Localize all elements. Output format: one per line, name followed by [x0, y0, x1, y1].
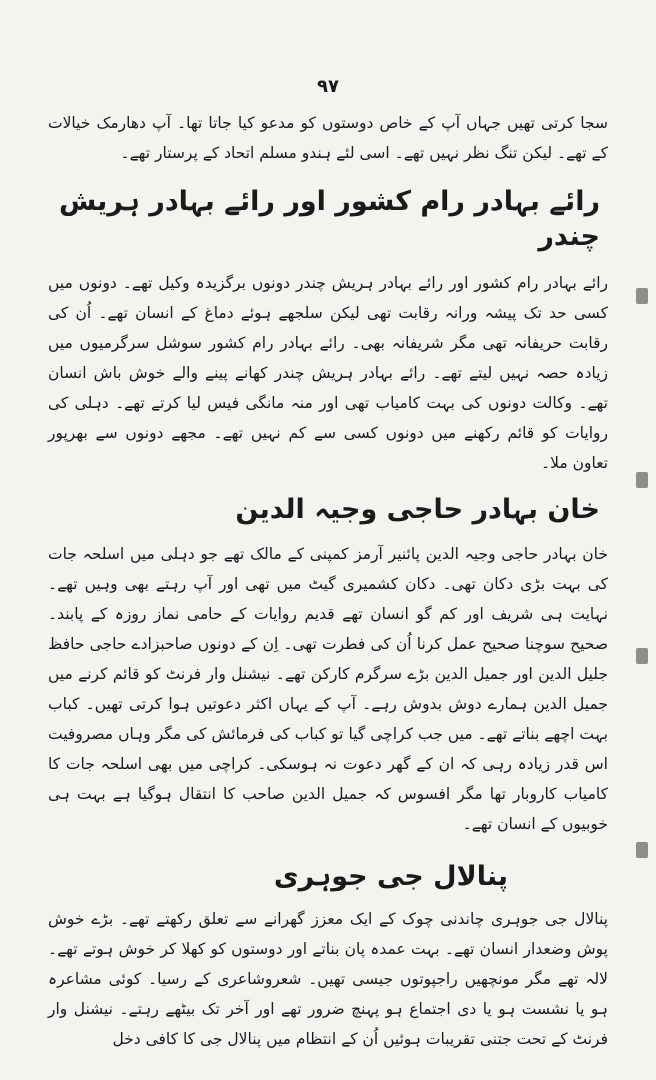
section-heading-wajihuddin: خان بہادر حاجی وجیہ الدین — [235, 494, 600, 526]
section-heading-panna-lal: پنالال جی جوہری — [273, 861, 508, 893]
paragraph-wajihuddin: خان بہادر حاجی وجیہ الدین پائنیر آرمز کمپنی کے مالک تھے جو دہلی میں اسلحہ جات کی بہت بڑی دکان تھی۔ دکان کشمیری گیٹ میں تھی اور آپ رہتے بھی وہیں تھے۔ نہایت ہی شریف اور کم گو انسان تھے قدیم روایات کے حامی نماز روزہ کے پابند۔ صحیح سوچنا صحیح عمل کرنا اُن کی فطرت تھی۔ اِن کے دونوں صاحبزادے حاجی حافظ جلیل الدین اور جمیل الدین بڑے سرگرم کارکن تھے۔ نیشنل وار فرنٹ کو قائم کرنے میں جمیل الدین ہمارے دوش بدوش رہے۔ آپ کے یہاں اکثر دعوتیں ہوا کرتی تھیں۔ کباب بہت اچھے بناتے تھے۔ میں جب کراچی گیا تو کباب کی فرمائش کی مگر وہاں مصروفیت اس قدر زیادہ رہی کہ ان کے گھر دعوت نہ ہوسکی۔ کراچی میں بھی اسلحہ جات کا کامیاب کاروبار تھا مگر افسوس کہ جمیل الدین صاحب کا انتقال ہوگیا ہے بہت ہی خوبیوں کے انسان تھے۔ — [48, 545, 608, 834]
intro-paragraph: سجا کرتی تھیں جہاں آپ کے خاص دوستوں کو مدعو کیا جاتا تھا۔ آپ دھارمک خیالات کے تھے۔ لیکن تنگ نظر نہیں تھے۔ اسی لئے ہندو مسلم اتحاد کے پرستار تھے۔ — [48, 114, 608, 162]
page-number: ۹۷ — [317, 76, 339, 97]
section-heading-ram-kishore-harish-chander: رائے بہادر رام کشور اور رائے بہادر ہریش چندر — [58, 186, 600, 253]
binding-hole-mark — [636, 648, 648, 664]
paragraph-ram-kishore-harish-chander: رائے بہادر رام کشور اور رائے بہادر ہریش چندر دونوں برگزیدہ وکیل تھے۔ دونوں میں کسی حد تک پیشہ ورانہ رقابت تھی لیکن سلجھے ہوئے دماغ کے انسان تھے۔ اُن کی رقابت حریفانہ تھی مگر شریفانہ بھی۔ رائے بہادر رام کشور سوشل سرگرمیوں میں زیادہ حصہ نہیں لیتے تھے۔ رائے بہادر ہریش چندر کھانے پینے والے خوش باش انسان تھے۔ وکالت دونوں کی بہت کامیاب تھی اور منہ مانگی فیس لیا کرتے تھے۔ دہلی کی روایات کو قائم رکھنے میں دونوں کسی سے کم نہیں تھے۔ مجھے دونوں سے بھرپور تعاون ملا۔ — [48, 274, 608, 473]
binding-hole-mark — [636, 472, 648, 488]
binding-hole-mark — [636, 842, 648, 858]
paragraph-panna-lal: پنالال جی جوہری چاندنی چوک کے ایک معزز گھرانے سے تعلق رکھتے تھے۔ بڑے خوش پوش وضعدار انسان تھے۔ بہت عمدہ پان بناتے اور دوستوں کو کھلا کر خوش ہوتے تھے۔ لالہ تھے مگر مونچھیں راجپوتوں جیسی تھیں۔ شعروشاعری کے رسیا۔ کوئی مشاعرہ ہو یا نشست ہو یا دی اجتماع ہو پہنچ ضرور تھے اور آخر تک بیٹھے رہتے۔ نیشنل وار فرنٹ کے تحت جتنی تقریبات ہوئیں اُن کے انتظام میں پنالال جی کا کافی دخل — [48, 910, 608, 1049]
page-content — [48, 108, 608, 1054]
binding-hole-mark — [636, 288, 648, 304]
